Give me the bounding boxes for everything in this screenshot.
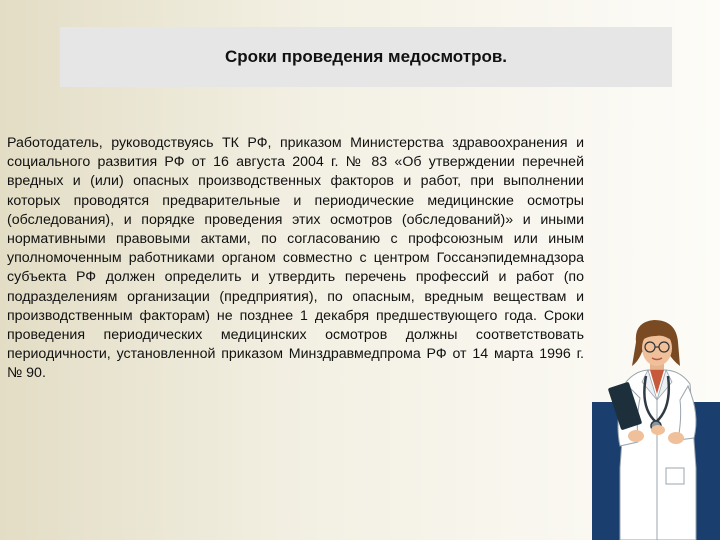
body-text: Работодатель, руководствуясь ТК РФ, приказом Министерства здравоохранения и социального развития РФ от 16 августа 2004 г. № 83 «Об утверждении перечней вредных и (или) опасных производственных факторов и работ, при выполнении которых проводятся предварительные и периодические медицинские осмотры (обследования), и порядке проведения этих осмотров (обследований)» и иными нормативными правовыми актами, по согласованию с профсоюзным или иным уполномоченным работниками органом совместно с центром Госсанэпидемнадзора субъекта РФ должен определить и утвердить перечень профессий и работ (по подразделениям организации (предприятия), по опасным, вредным веществам и производственным факторам) не позднее 1 декабря предшествующего года. Сроки проведения периодических медицинских осмотров должны соответствовать периодичности, установленной приказом Минздравмедпрома РФ от 14 марта 1996 г. № 90. — [7, 135, 584, 382]
slide-title: Сроки проведения медосмотров. — [224, 47, 508, 66]
title-box — [60, 27, 672, 87]
doctor-illustration-icon — [596, 318, 720, 540]
